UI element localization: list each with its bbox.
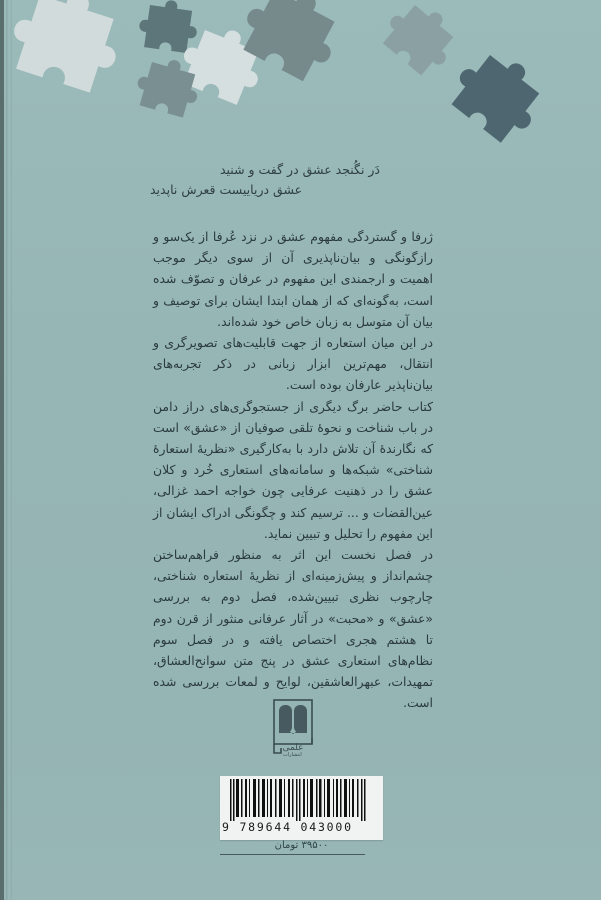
poem-couplet [150, 160, 430, 200]
barcode-bars-icon [230, 779, 375, 821]
publisher-logo-subtitle: انتشارات [283, 752, 302, 758]
description-paragraph-3: کتاب حاضر برگ دیگری از جستجوگری‌های دراز دامن در باب شناخت و نحوهٔ تلقی صوفیان از «عشق» است که نگارندهٔ آن تلاش دارد با به‌کارگیری «نظریهٔ استعارهٔ شناختی» شبکه‌ها و سامانه‌های استعاری خُرد و کلان عشق را در ذهنیت عرفایی چون خواجه احمد غزالی، عین‌القضات و ... ترسیم کند و چگونگی ادراک ایشان از این مفهوم را تحلیل و تبیین نماید. [153, 398, 433, 541]
puzzle-pieces-decoration [0, 0, 601, 170]
puzzle-piece-light-large [3, 0, 132, 97]
publisher-logo-name: علمی [282, 743, 304, 753]
price-label: ۳۹۵۰۰ تومان [274, 840, 329, 851]
poem-line-1: دَر نگُنجد عشق در گفت و شنید [219, 162, 380, 177]
puzzle-piece-dark-right [443, 39, 555, 149]
puzzle-piece-dark-small-1 [137, 0, 201, 54]
description-paragraph-2: در این میان استعاره از جهت قابلیت‌های تصویرگری و انتقال، مهم‌ترین ابزار زبانی در ذکر تجربه‌های بیان‌ناپذیر عارفان بوده است. [153, 335, 433, 393]
publisher-logo-icon [271, 698, 331, 760]
isbn-digits: 9 789644 043000 [222, 820, 353, 834]
description-paragraph-1: ژرفا و گستردگی مفهوم عشق در نزد عُرفا از یک‌سو و رازگونگی و بیان‌ناپذیری آن از سوی دیگر موجب اهمیت و ارجمندی این مفهوم در عرفان و تصوّف شده است، به‌گونه‌ای که از همان ابتدا ایشان برای توصیف و بیان آن متوسل به زبان خاص خود شده‌اند. [153, 229, 433, 329]
poem-line-2: عشق دریاییست قعرش ناپدید [150, 182, 303, 197]
book-description [153, 226, 433, 714]
puzzle-piece-lightgrey [376, 0, 466, 81]
isbn-barcode [220, 776, 383, 840]
description-paragraph-4: در فصل نخست این اثر به منظور فراهم‌ساختن چشم‌انداز و پیش‌زمینه‌ای از نظریهٔ استعاره شناختی، چارچوب نظری تبیین‌شده، فصل دوم به بررسی «عشق» و «محبت» در آثار عرفانی منثور از قرن دوم تا هشتم هجری اختصاص یافته و در فصل سوم نظام‌های استعاری عشق در پنج متن سوانح‌العشاق، تمهیدات، عبهرالعاشقین، لوایح و لمعات بررسی شده است. [153, 547, 433, 711]
price-underline [220, 854, 365, 855]
